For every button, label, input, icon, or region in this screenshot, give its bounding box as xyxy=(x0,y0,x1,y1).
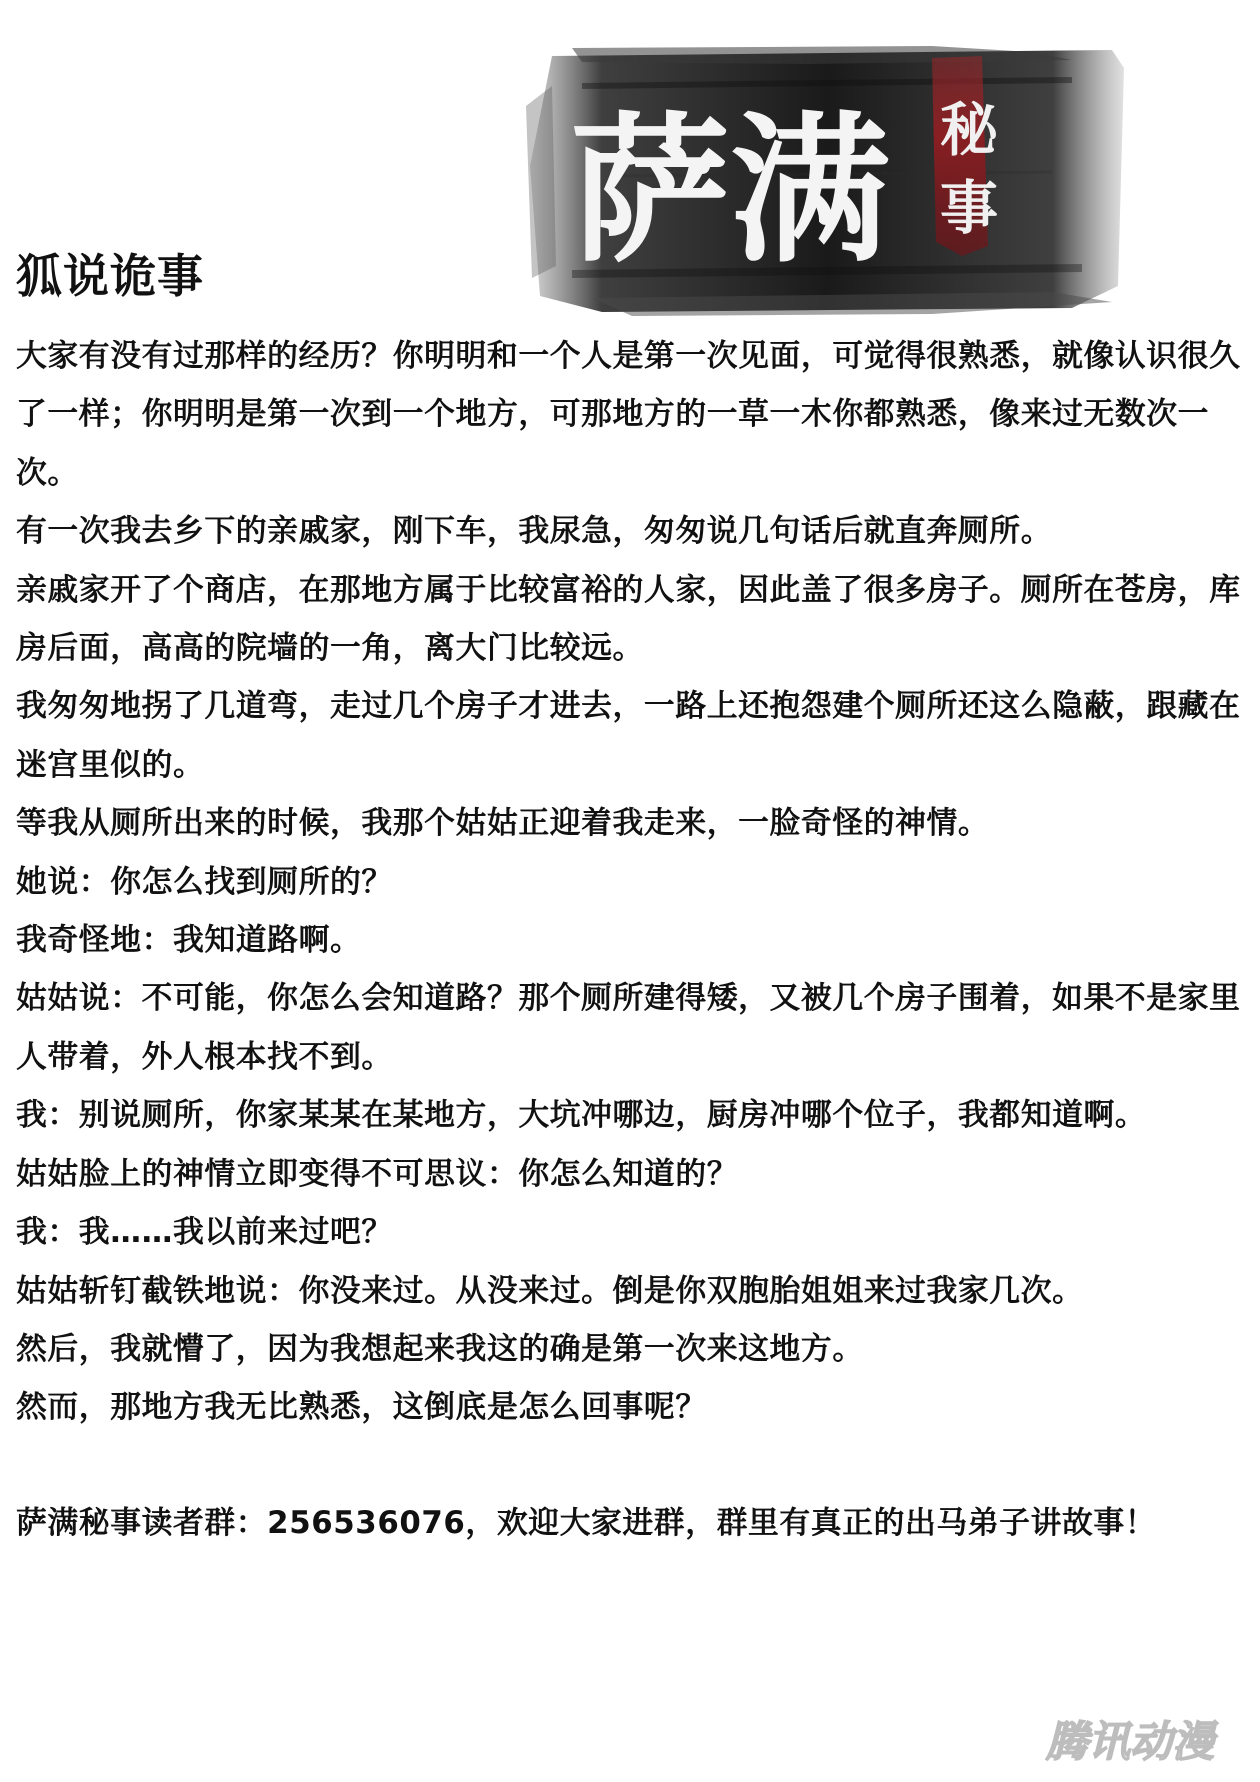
watermark-text: 腾讯动漫 xyxy=(1046,1717,1215,1766)
story-paragraph: 等我从厕所出来的时候，我那个姑姑正迎着我走来，一脸奇怪的神情。 xyxy=(16,805,990,842)
story-paragraph: 姑姑说：不可能，你怎么会知道路？那个厕所建得矮，又被几个房子围着，如果不是家里人带着，外人根本找不到。 xyxy=(16,980,1241,1075)
logo-side-text-2: 事 xyxy=(940,174,999,242)
watermark-logo xyxy=(1040,1712,1244,1768)
story-paragraph: 我：别说厕所，你家某某在某地方，大坑冲哪边，厨房冲哪个位子，我都知道啊。 xyxy=(16,1097,1147,1134)
logo-main-text: 萨满 xyxy=(570,96,891,284)
ink-brush-logo xyxy=(512,46,1152,318)
section-title: 狐说诡事 xyxy=(16,249,204,303)
story-paragraph: 然而，那地方我无比熟悉，这倒底是怎么回事呢？ xyxy=(16,1389,707,1426)
story-paragraph: 她说：你怎么找到厕所的？ xyxy=(16,863,393,900)
story-paragraph: 我匆匆地拐了几道弯，走过几个房子才进去，一路上还抱怨建个厕所还这么隐蔽，跟藏在迷宫里似的。 xyxy=(16,688,1241,783)
story-paragraph: 亲戚家开了个商店，在那地方属于比较富裕的人家，因此盖了很多房子。厕所在苍房，库房后面，高高的院墙的一角，离大门比较远。 xyxy=(16,571,1241,667)
story-paragraph: 姑姑脸上的神情立即变得不可思议：你怎么知道的？ xyxy=(16,1155,739,1192)
story-body xyxy=(16,327,1248,1437)
logo-banner xyxy=(512,46,1152,318)
reader-group-notice: 萨满秘事读者群：256536076，欢迎大家进群，群里有真正的出马弟子讲故事！ xyxy=(16,1505,1157,1541)
watermark xyxy=(1040,1712,1244,1768)
story-paragraph: 姑姑斩钉截铁地说：你没来过。从没来过。倒是你双胞胎姐姐来过我家几次。 xyxy=(16,1272,1084,1309)
story-paragraph: 然后，我就懵了，因为我想起来我这的确是第一次来这地方。 xyxy=(16,1330,864,1367)
logo-side-text-1: 秘 xyxy=(940,96,999,164)
story-paragraph: 有一次我去乡下的亲戚家，刚下车，我尿急，匆匆说几句话后就直奔厕所。 xyxy=(16,513,1053,550)
story-paragraph: 我：我……我以前来过吧？ xyxy=(16,1214,393,1251)
story-paragraph: 我奇怪地：我知道路啊。 xyxy=(16,922,362,959)
story-paragraph: 大家有没有过那样的经历？你明明和一个人是第一次见面，可觉得很熟悉，就像认识很久了一样；你明明是第一次到一个地方，可那地方的一草一木你都熟悉，像来过无数次一次。 xyxy=(16,338,1241,491)
